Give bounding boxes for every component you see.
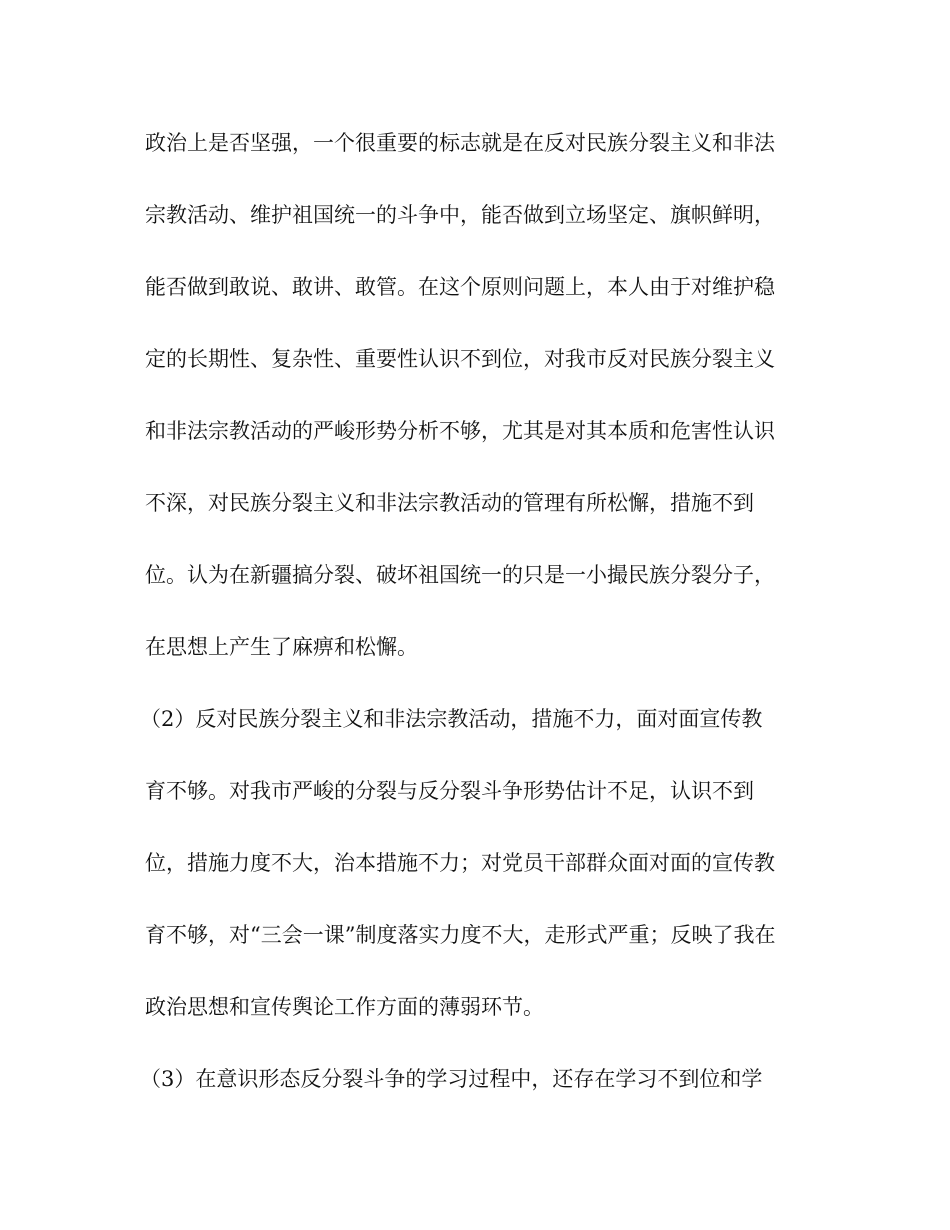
text-line: 和非法宗教活动的严峻形势分析不够，尤其是对其本质和危害性认识 <box>145 419 775 443</box>
text-line: 能否做到敢说、敢讲、敢管。在这个原则问题上，本人由于对维护稳 <box>145 275 775 299</box>
text-line: 育不够，对“三会一课”制度落实力度不大，走形式严重；反映了我在 <box>145 923 776 947</box>
text-line: 定的长期性、复杂性、重要性认识不到位，对我市反对民族分裂主义 <box>145 347 775 371</box>
text-line: 政治思想和宣传舆论工作方面的薄弱环节。 <box>145 995 544 1019</box>
paragraph-2-start: （2）反对民族分裂主义和非法宗教活动，措施不力，面对面宣传教 <box>140 707 763 731</box>
text-line: 在思想上产生了麻痹和松懈。 <box>145 635 418 659</box>
text-line: 位，措施力度不大，治本措施不力；对党员干部群众面对面的宣传教 <box>145 851 775 875</box>
text-line: 位。认为在新疆搞分裂、破坏祖国统一的只是一小撮民族分裂分子， <box>145 563 775 587</box>
text-line: 不深，对民族分裂主义和非法宗教活动的管理有所松懈，措施不到 <box>145 491 754 515</box>
text-line: 育不够。对我市严峻的分裂与反分裂斗争形势估计不足，认识不到 <box>145 779 754 803</box>
text-line: 政治上是否坚强，一个很重要的标志就是在反对民族分裂主义和非法 <box>145 131 775 155</box>
text-line: 宗教活动、维护祖国统一的斗争中，能否做到立场坚定、旗帜鲜明， <box>145 203 775 227</box>
paragraph-3-start: （3）在意识形态反分裂斗争的学习过程中，还存在学习不到位和学 <box>140 1067 763 1091</box>
